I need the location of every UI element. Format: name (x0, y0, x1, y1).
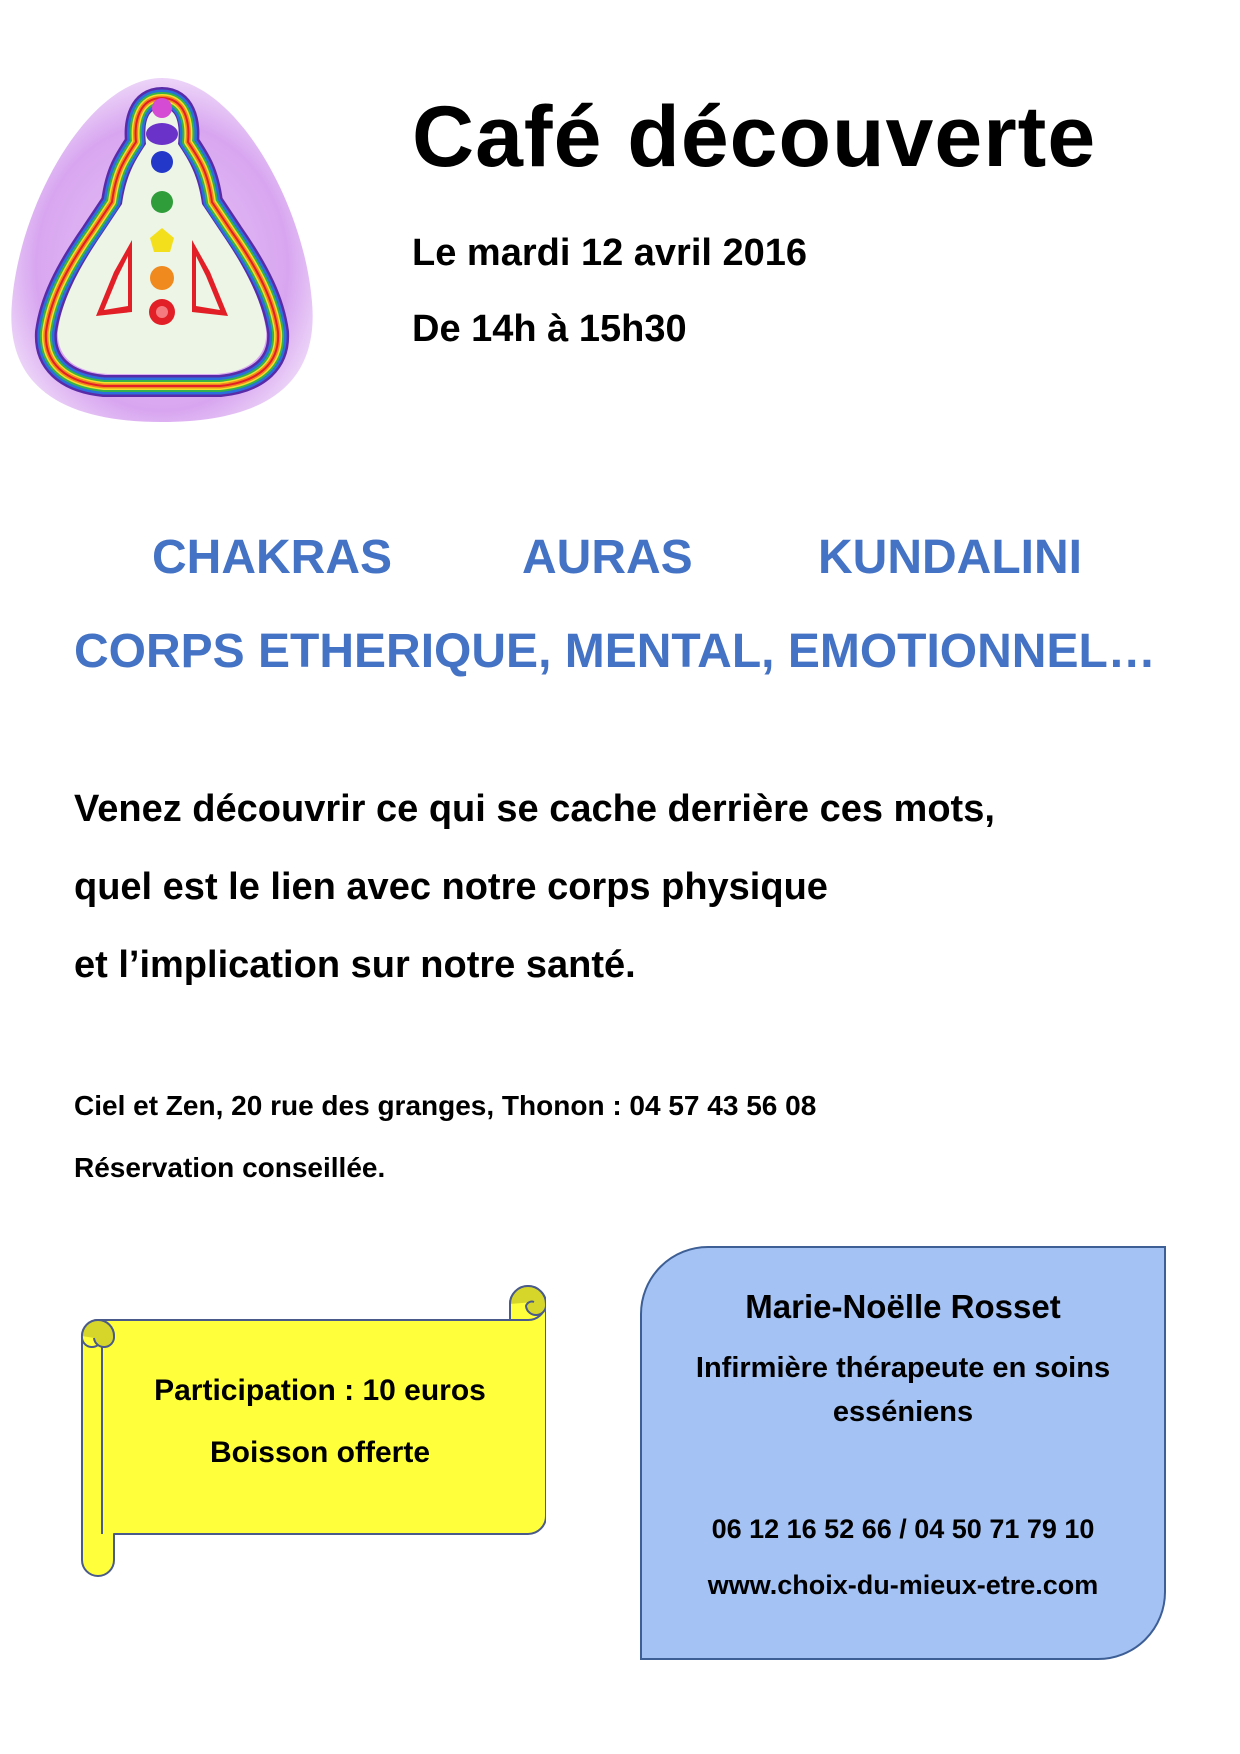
drink-offered: Boisson offerte (209, 1436, 431, 1469)
contact-website: www.choix-du-mieux-etre.com (707, 1570, 1099, 1600)
contact-role-line2: esséniens (832, 1396, 974, 1428)
participation-price: Participation : 10 euros (154, 1374, 486, 1407)
topic-bodies: CORPS ETHERIQUE, MENTAL, EMOTIONNEL… (74, 625, 1156, 678)
body-line-2: quel est le lien avec notre corps physique (74, 866, 828, 908)
body-line-1: Venez découvrir ce qui se cache derrière ces mots, (74, 788, 995, 830)
topic-chakras: CHAKRAS (152, 531, 392, 584)
body-line-3: et l’implication sur notre santé. (74, 944, 636, 986)
contact-name: Marie-Noëlle Rosset (745, 1288, 1061, 1325)
contact-phones: 06 12 16 52 66 / 04 50 71 79 10 (711, 1514, 1095, 1544)
page-title: Café découverte (412, 89, 1097, 185)
contact-role-line1: Infirmière thérapeute en soins (695, 1352, 1111, 1384)
venue-address: Ciel et Zen, 20 rue des granges, Thonon : 04 57 43 56 08 (74, 1090, 817, 1121)
event-time: De 14h à 15h30 (412, 308, 687, 350)
topic-kundalini: KUNDALINI (818, 531, 1082, 584)
scroll-banner-shape (70, 1284, 546, 1580)
meditation-chakra-icon (4, 72, 320, 428)
reservation-note: Réservation conseillée. (74, 1152, 386, 1183)
event-date: Le mardi 12 avril 2016 (412, 232, 808, 274)
topic-auras: AURAS (522, 531, 693, 584)
